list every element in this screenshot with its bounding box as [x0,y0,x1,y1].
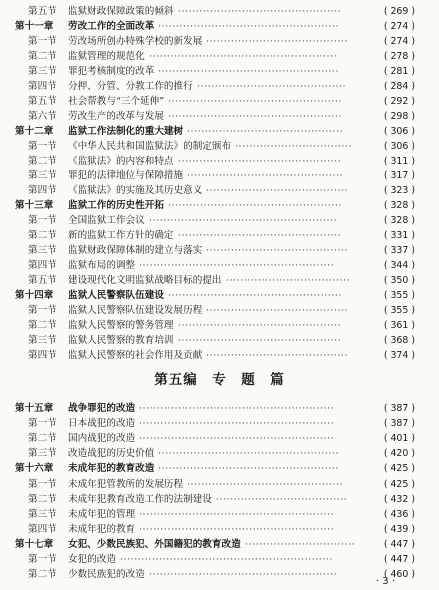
entry-title: 《中华人民共和国监狱法》的制定颁布 [68,140,232,152]
leader-dots: ········································ [206,305,348,316]
toc-chapter-entry[interactable] [0,198,439,214]
entry-number: 第二节 [28,319,57,331]
entry-page: ( 284 ) [383,80,415,92]
toc-section-entry[interactable] [0,213,439,229]
entry-title: 监狱人民警察的教育培训 [68,334,174,346]
entry-title: 劳改场所创办特殊学校的新发展 [68,35,203,47]
entry-title: 女犯、少数民族犯、外国籍犯的教育改造 [68,538,241,550]
entry-page: ( 447 ) [383,538,415,550]
entry-number: 第二节 [28,569,57,581]
entry-number: 第十二章 [15,125,54,137]
leader-dots: ····································· [216,493,348,505]
entry-number: 第一节 [28,418,57,430]
leader-dots: ················································· [168,110,342,122]
entry-page: ( 447 ) [383,554,415,565]
entry-number: 第四节 [28,523,57,535]
leader-dots: ·············································· [178,6,342,17]
entry-page: ( 274 ) [383,20,415,32]
entry-title: 监狱人民警察的社会作用及贡献 [68,349,203,361]
leader-dots: ······················································· [139,508,335,520]
entry-number: 第六节 [28,110,57,122]
entry-number: 第五节 [28,275,57,287]
toc-section-entry[interactable] [0,333,439,349]
leader-dots: ········································ [206,35,348,47]
entry-page: ( 269 ) [383,6,415,17]
entry-number: 第一节 [28,35,57,47]
entry-title: 监狱工作法制化的重大建树 [68,125,184,137]
toc-chapter-entry[interactable] [0,19,439,35]
leader-dots: ······················································· [139,260,335,272]
entry-number: 第三节 [28,508,57,520]
toc-section-entry[interactable] [0,228,439,244]
leader-dots: ·············································· [178,155,342,167]
entry-title: 改造战犯的历史价值 [68,448,155,460]
entry-number: 第二节 [28,155,57,167]
entry-number: 第三节 [28,448,57,460]
toc-section-entry[interactable] [0,477,439,493]
entry-page: ( 355 ) [383,290,415,302]
leader-dots: ········································ [206,185,348,197]
toc-section-entry[interactable] [0,567,439,583]
leader-dots: ········································ [206,245,348,257]
entry-title: 未成年犯教育改造工作的法制建设 [68,493,212,505]
entry-title: 罪犯的法律地位与保障措施 [68,170,184,182]
entry-number: 第二节 [28,493,57,505]
leader-dots: ·············································· [178,319,342,331]
leader-dots: ················································· [168,290,342,302]
entry-page: ( 420 ) [383,448,415,460]
toc-section-entry[interactable] [0,154,439,170]
entry-page: ( 425 ) [383,463,415,475]
leader-dots: ····················································· [149,50,338,62]
leader-dots: ··················································· [158,448,340,460]
entry-title: 监狱人民警察队伍建设 [68,290,164,302]
entry-number: 第三节 [28,170,57,182]
entry-page: ( 328 ) [383,200,415,212]
entry-number: 第四节 [28,185,57,197]
entry-page: ( 361 ) [383,319,415,331]
entry-number: 第四节 [28,260,57,272]
entry-number: 第三节 [28,334,57,346]
entry-number: 第十六章 [15,463,54,475]
entry-title: 少数民族犯的改造 [68,569,145,581]
entry-page: ( 374 ) [383,349,415,361]
entry-title: 劳改工作的全面改革 [68,20,155,32]
leader-dots: ······························· [245,538,356,550]
entry-title: 罪犯考核制度的改革 [68,65,155,77]
entry-page: ( 292 ) [383,95,415,107]
entry-number: 第二节 [28,50,57,62]
entry-page: ( 306 ) [383,125,415,137]
entry-title: 未成年犯的教育改造 [68,463,155,475]
leader-dots: ······················································· [139,403,335,414]
toc-section-entry[interactable] [0,303,439,319]
entry-title: 监狱管理的规范化 [68,50,145,62]
entry-number: 第三节 [28,65,57,77]
entry-number: 第十四章 [15,290,54,302]
leader-dots: ······················································· [139,523,335,535]
entry-page: ( 368 ) [383,334,415,346]
entry-title: 监狱财政保障体制的建立与落实 [68,245,203,257]
leader-dots: ················································· [168,200,342,212]
toc-section-entry[interactable] [0,522,439,538]
leader-dots: ··································· [226,275,351,287]
entry-title: 监狱工作的历史性开拓 [68,200,164,212]
toc-section-entry[interactable] [0,139,439,155]
entry-page: ( 306 ) [383,140,415,152]
entry-title: 未成年犯管教所的发展历程 [68,478,184,490]
toc-section-entry[interactable] [0,79,439,95]
entry-number: 第一节 [28,554,57,565]
entry-page: ( 387 ) [383,403,415,414]
entry-number: 第十一章 [15,20,54,32]
entry-page: ( 344 ) [383,260,415,272]
leader-dots: ··················································· [158,20,340,32]
entry-number: 第四节 [28,349,57,361]
toc-section-entry[interactable] [0,446,439,462]
leader-dots: ················································· [168,95,342,107]
entry-title: 建设现代化文明监狱战略目标的提出 [68,275,222,287]
entry-number: 第二节 [28,433,57,445]
entry-title: 监狱布局的调整 [68,260,136,272]
leader-dots: ··················································· [158,463,340,475]
toc-chapter-entry[interactable] [0,537,439,553]
entry-number: 第五节 [28,6,57,17]
toc-section-entry[interactable] [0,431,439,447]
toc-section-entry[interactable] [0,318,439,334]
leader-dots: ············································ [187,478,344,490]
leader-dots: ····················································· [149,215,338,227]
entry-title: 监狱人民警察队伍建设发展历程 [68,305,203,316]
leader-dots: ·············································· [178,334,342,346]
toc-section-entry[interactable] [0,348,439,364]
entry-title: 《监狱法》的内容和特点 [68,155,174,167]
entry-number: 第一节 [28,140,57,152]
entry-page: ( 355 ) [383,305,415,316]
entry-page: ( 401 ) [383,433,415,445]
entry-page: ( 328 ) [383,215,415,227]
toc-section-entry[interactable] [0,168,439,184]
toc-section-entry[interactable] [0,416,439,432]
entry-title: 新的监狱工作方针的确定 [68,230,174,242]
entry-page: ( 425 ) [383,478,415,490]
entry-page: ( 331 ) [383,230,415,242]
toc-section-entry[interactable] [0,49,439,65]
entry-title: 监狱人民警察的警务管理 [68,319,174,331]
entry-page: ( 281 ) [383,65,415,77]
entry-number: 第一节 [28,305,57,316]
leader-dots: ·········································· [197,80,347,92]
toc-section-entry[interactable] [0,183,439,199]
entry-page: ( 278 ) [383,50,415,62]
entry-number: 第三节 [28,245,57,257]
toc-section-entry[interactable] [0,273,439,289]
entry-page: ( 439 ) [383,523,415,535]
part-heading: 第五编 专 题 篇 [154,372,285,388]
entry-page: ( 323 ) [383,185,415,197]
toc-section-entry[interactable] [0,258,439,274]
entry-title: 未成年犯的管理 [68,508,136,520]
entry-number: 第十三章 [15,200,54,212]
page-number: · 3 · [375,576,395,587]
entry-title: 战争罪犯的改造 [68,403,136,414]
toc-section-entry[interactable] [0,34,439,50]
entry-number: 第四节 [28,80,57,92]
entry-title: 全国监狱工作会议 [68,215,145,227]
entry-title: 社会帮教与“三个延伸” [68,95,165,107]
entry-page: ( 436 ) [383,508,415,520]
entry-number: 第一节 [28,478,57,490]
toc-section-entry[interactable] [0,243,439,259]
leader-dots: ····················································· [149,569,338,581]
toc-section-entry[interactable] [0,94,439,110]
entry-title: 女犯的改造 [68,554,116,565]
leader-dots: ······················································· [139,433,335,445]
leader-dots: ········································ [206,349,348,361]
toc-section-entry[interactable] [0,4,439,20]
entry-title: 国内战犯的改造 [68,433,136,445]
entry-page: ( 387 ) [383,418,415,430]
entry-page: ( 337 ) [383,245,415,257]
entry-page: ( 460 ) [383,569,415,581]
toc-section-entry[interactable] [0,64,439,80]
entry-number: 第五节 [28,95,57,107]
entry-number: 第一节 [28,215,57,227]
entry-title: 日本战犯的改造 [68,418,136,430]
entry-number: 第十七章 [15,538,54,550]
entry-page: ( 317 ) [383,170,415,182]
entry-number: 第十五章 [15,403,54,414]
entry-title: 监狱财政保障政策的倾斜 [68,6,174,17]
entry-page: ( 311 ) [383,155,415,167]
leader-dots: ············································ [187,125,344,137]
toc-chapter-entry[interactable] [0,461,439,477]
toc-section-entry[interactable] [0,507,439,523]
toc-section-entry[interactable] [0,552,439,568]
entry-title: 劳改生产的改革与发展 [68,110,164,122]
leader-dots: ·············································· [178,230,342,242]
leader-dots: ································· [235,140,353,152]
leader-dots: ···························································· [120,554,333,565]
entry-page: ( 350 ) [383,275,415,287]
entry-number: 第二节 [28,230,57,242]
toc-section-entry[interactable] [0,492,439,508]
leader-dots: ··················································· [158,65,340,77]
entry-title: 未成年犯的教育 [68,523,136,535]
entry-page: ( 432 ) [383,493,415,505]
entry-title: 分押、分管、分教工作的推行 [68,80,193,92]
entry-page: ( 274 ) [383,35,415,47]
toc-chapter-entry[interactable] [0,401,439,417]
toc-chapter-entry[interactable] [0,124,439,140]
leader-dots: ············································ [187,170,344,182]
toc-section-entry[interactable] [0,109,439,125]
toc-chapter-entry[interactable] [0,288,439,304]
entry-page: ( 298 ) [383,110,415,122]
entry-title: 《监狱法》的实施及其历史意义 [68,185,203,197]
leader-dots: ······················································· [139,418,335,430]
